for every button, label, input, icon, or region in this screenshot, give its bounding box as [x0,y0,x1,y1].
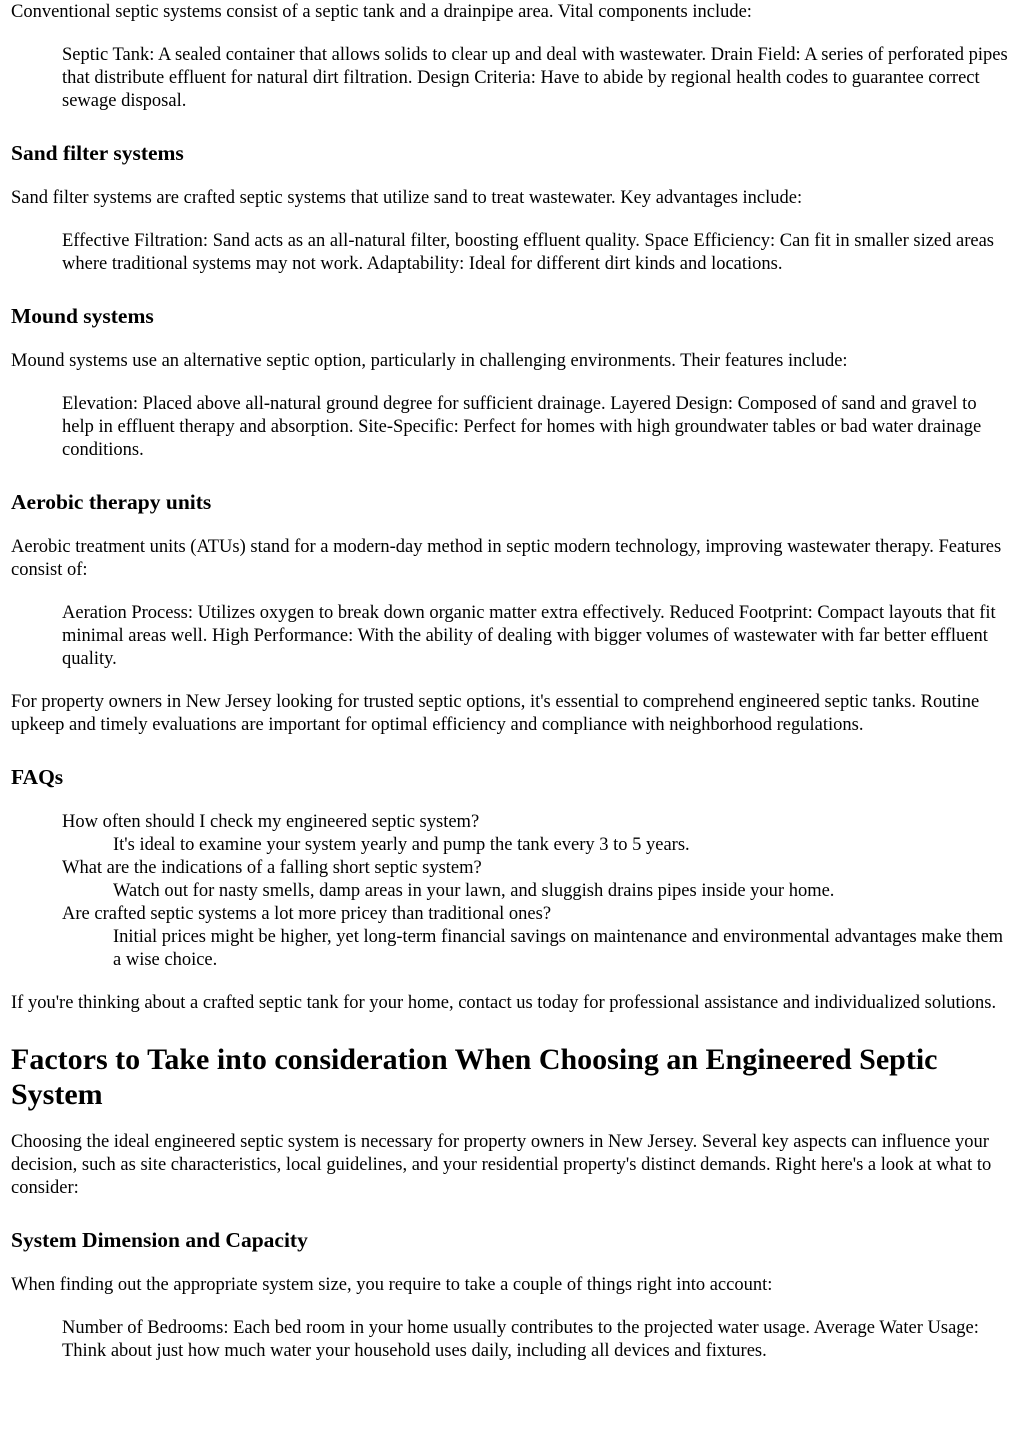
aerobic-heading: Aerobic therapy units [11,490,212,514]
sand-filter-heading: Sand filter systems [11,141,184,165]
size-heading: System Dimension and Capacity [11,1228,308,1252]
faq-question: How often should I check my engineered septic system? [62,812,480,832]
aerobic-features: Aeration Process: Utilizes oxygen to break down organic matter extra effectively. Reduced Footprint: Compact layouts that fit minimal areas well. High Performance: With the ability of dealing with bigger volumes of wastewater with far better effluent quality. [62,603,996,669]
faq-question: What are the indications of a falling short septic system? [62,858,482,878]
mound-features: Elevation: Placed above all-natural ground degree for sufficient drainage. Layered Design: Composed of sand and gravel to help in effluent therapy and absorption. Site-Specific: Perfect for homes with high groundwater tables or bad water drainage conditions. [62,394,982,460]
contact-paragraph: If you're thinking about a crafted septic tank for your home, contact us today for professional assistance and individualized solutions. [11,993,997,1013]
conventional-intro: Conventional septic systems consist of a septic tank and a drainpipe area. Vital components include: [11,2,752,22]
faq-answer: Watch out for nasty smells, damp areas in your lawn, and sluggish drains pipes inside your home. [113,881,835,901]
aerobic-intro: Aerobic treatment units (ATUs) stand for a modern-day method in septic modern technology, improving wastewater therapy. Features consist of: [11,537,1002,580]
faq-answer: It's ideal to examine your system yearly and pump the tank every 3 to 5 years. [113,835,690,855]
factors-heading: Factors to Take into consideration When Choosing an Engineered Septic System [11,1043,938,1111]
faqs-heading: FAQs [11,765,64,789]
new-jersey-paragraph: For property owners in New Jersey looking for trusted septic options, it's essential to comprehend engineered septic tanks. Routine upkeep and timely evaluations are important for optimal efficiency and compliance with neighborhood regulations. [11,692,980,735]
mound-intro: Mound systems use an alternative septic option, particularly in challenging environments. Their features include: [11,351,848,371]
mound-heading: Mound systems [11,304,154,328]
sand-filter-intro: Sand filter systems are crafted septic systems that utilize sand to treat wastewater. Key advantages include: [11,188,803,208]
faq-answer: Initial prices might be higher, yet long-term financial savings on maintenance and environmental advantages make them a wise choice. [113,927,1004,970]
faq-list [11,811,1013,972]
faq-question: Are crafted septic systems a lot more pricey than traditional ones? [62,904,552,924]
size-considerations: Number of Bedrooms: Each bed room in your home usually contributes to the projected water usage. Average Water Usage: Think about just how much water your household uses daily, including all devices and fixtures. [62,1318,979,1361]
sand-filter-advantages: Effective Filtration: Sand acts as an all-natural filter, boosting effluent quality. Space Efficiency: Can fit in smaller sized areas where traditional systems may not work. Adaptability: Ideal for different dirt kinds and locations. [62,231,995,274]
size-intro: When finding out the appropriate system size, you require to take a couple of things right into account: [11,1275,773,1295]
article-page [0,1,1024,1363]
conventional-components: Septic Tank: A sealed container that allows solids to clear up and deal with wastewater. Drain Field: A series of perforated pipes that distribute effluent for natural dirt filtration. Design Criteria: Have to abide by regional health codes to guarantee correct sewage disposal. [62,45,1008,111]
factors-intro: Choosing the ideal engineered septic system is necessary for property owners in New Jersey. Several key aspects can influence your decision, such as site characteristics, local guidelines, and your residential property's distinct demands. Right here's a look at what to consider: [11,1132,992,1198]
